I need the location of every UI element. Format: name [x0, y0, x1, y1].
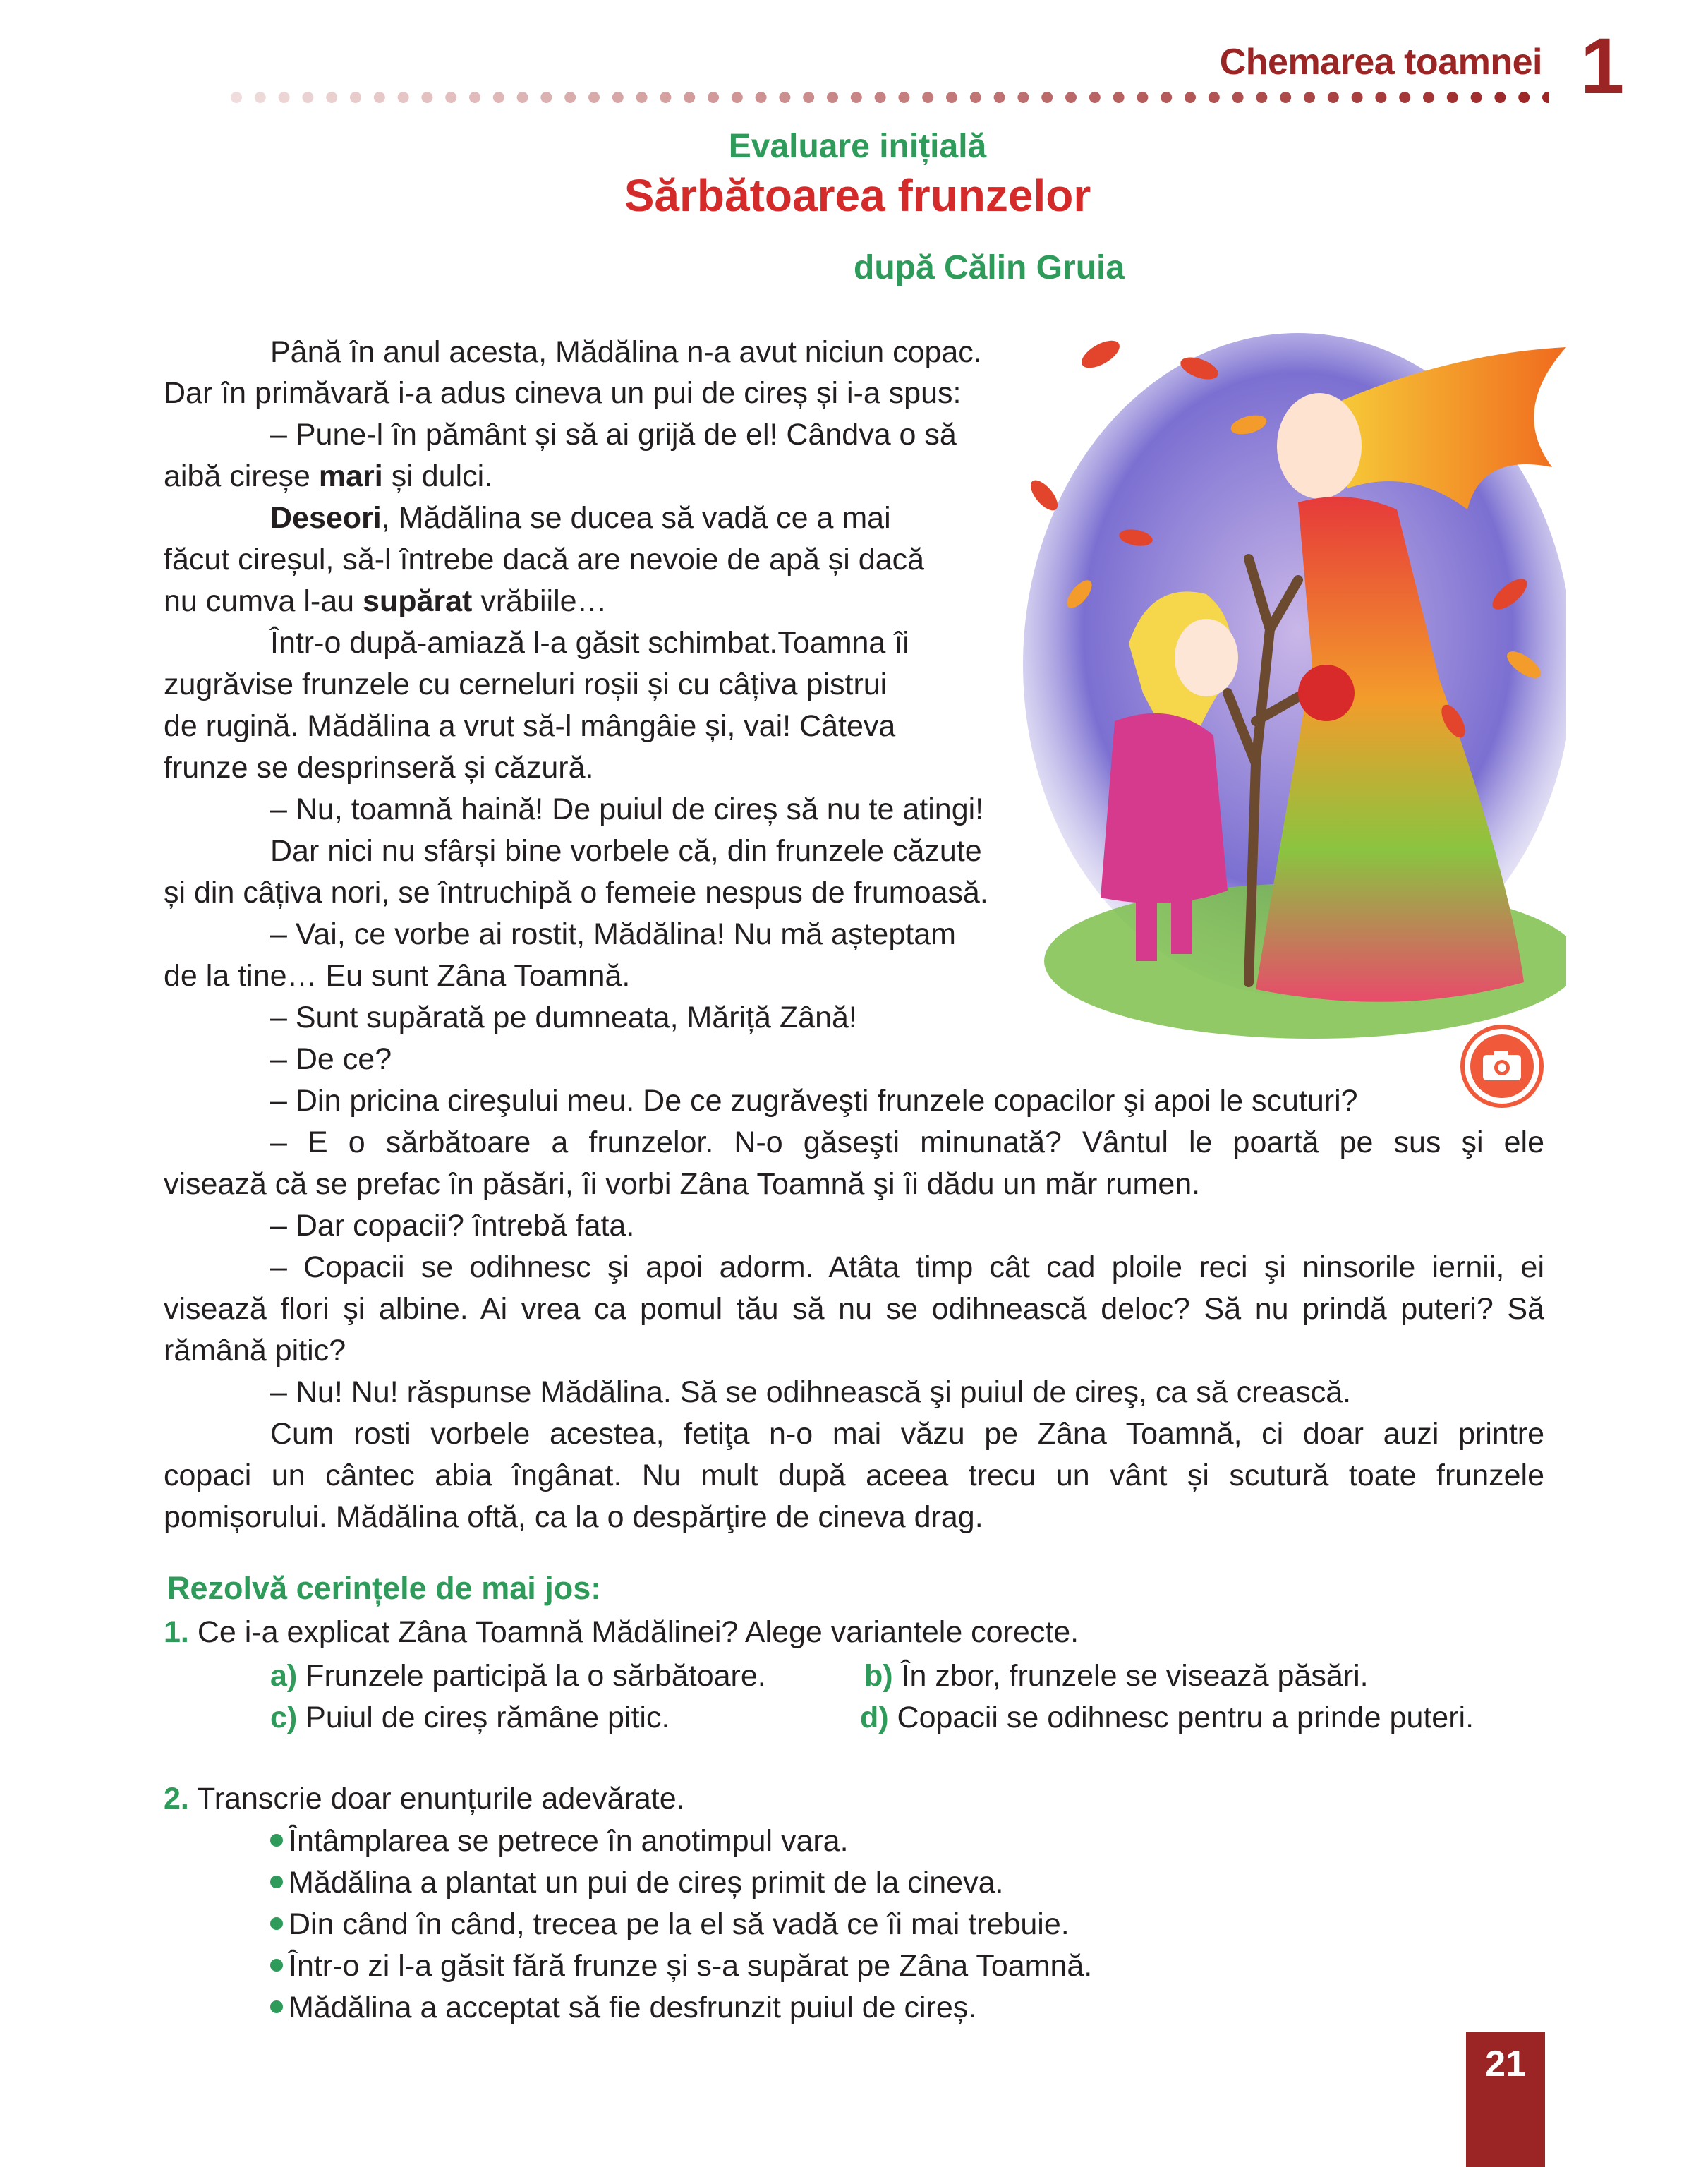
divider-dot [898, 92, 909, 103]
autumn-fairy-illustration [1016, 326, 1566, 1039]
divider-dot [231, 92, 242, 103]
page-number: 21 [1485, 2044, 1526, 2084]
story-line: – Din pricina cireşului meu. De ce zugrăveşti frunzele copacilor şi apoi le scuturi? [270, 1084, 1358, 1118]
story-line: Într-o după-amiază l-a găsit schimbat.Toamna îi [270, 626, 909, 660]
story-line: de rugină. Mădălina a vrut să-l mângâie și, vai! Câteva [164, 709, 896, 743]
bullet-icon [270, 1834, 283, 1847]
divider-dot [636, 92, 648, 103]
divider-dot [564, 92, 576, 103]
story-line: Cum rosti vorbele acestea, fetiţa n-o mai văzu pe Zâna Toamnă, ci doar auzi printre [270, 1417, 1544, 1451]
bullet-icon [270, 1917, 283, 1930]
story-line: Până în anul acesta, Mădălina n-a avut niciun copac. [270, 335, 982, 369]
divider-dot [326, 92, 337, 103]
question-1: 1. Ce i-a explicat Zâna Toamnă Mădălinei? Alege variantele corecte. [164, 1615, 1079, 1649]
option-d: d) Copacii se odihnesc pentru a prinde puteri. [860, 1701, 1474, 1734]
story-line: aibă cireșe mari și dulci. [164, 459, 493, 493]
divider-dot [779, 92, 790, 103]
divider-dot [1471, 92, 1482, 103]
divider-dot [1304, 92, 1315, 103]
divider-dot [1423, 92, 1434, 103]
story-line: – E o sărbătoare a frunzelor. N-o găseşti minunată? Vântul le poartă pe sus şi ele [270, 1125, 1544, 1159]
divider-dot [851, 92, 862, 103]
divider-dot [1328, 92, 1339, 103]
divider-dot [1256, 92, 1267, 103]
divider-dot [732, 92, 743, 103]
story-line: făcut cireșul, să-l întrebe dacă are nevoie de apă și dacă [164, 543, 925, 577]
divider-dot [1542, 92, 1549, 103]
statement-item: Într-o zi l-a găsit fără frunze și s-a supărat pe Zâna Toamnă. [270, 1945, 1092, 1986]
statement-item: Mădălina a plantat un pui de cireș primit de la cineva. [270, 1862, 1003, 1903]
story-line: visează flori şi albine. Ai vrea ca pomul tău să nu se odihnească deloc? Să nu prindă puteri? Să [164, 1292, 1544, 1326]
divider-dot [1352, 92, 1363, 103]
page-title: Sărbătoarea frunzelor [624, 170, 1091, 221]
divider-dot [255, 92, 266, 103]
story-line: – Sunt supărată pe dumneata, Măriță Zână! [270, 1001, 857, 1034]
evaluation-label: Evaluare inițială [728, 128, 987, 165]
divider-dot [1494, 92, 1506, 103]
story-line: Dar nici nu sfârși bine vorbele că, din frunzele căzute [270, 834, 982, 868]
divider-dot [970, 92, 981, 103]
story-line: – Copacii se odihnesc şi apoi adorm. Atâta timp cât cad ploile reci şi ninsorile iernii, ei [270, 1250, 1544, 1284]
story-line: frunze se desprinseră și căzură. [164, 751, 594, 785]
divider-dot [350, 92, 361, 103]
camera-icon[interactable] [1459, 1023, 1545, 1109]
divider-dot [1232, 92, 1244, 103]
divider-dot [493, 92, 504, 103]
story-line: – Vai, ce vorbe ai rostit, Mădălina! Nu mă așteptam [270, 917, 956, 951]
divider-dot [1065, 92, 1077, 103]
story-line: – Nu! Nu! răspunse Mădălina. Să se odihnească şi puiul de cireş, ca să crească. [270, 1375, 1352, 1409]
story-line: copaci un cântec abia îngânat. Nu mult după aceea trecu un vânt și scutură toate frunzele [164, 1459, 1544, 1492]
chapter-number: 1 [1580, 22, 1625, 110]
divider-dot [708, 92, 719, 103]
option-a: a) Frunzele participă la o sărbătoare. [270, 1659, 766, 1693]
story-line: – Nu, toamnă hainӑ! De puiul de cireș să nu te atingi! [270, 792, 984, 826]
story-line: rămână pitic? [164, 1334, 346, 1368]
story-line: pomișorului. Mădălina oftă, ca la o despărţire de cineva drag. [164, 1500, 983, 1534]
divider-dot [445, 92, 456, 103]
divider-dot [803, 92, 814, 103]
divider-dot [827, 92, 838, 103]
divider-dot [279, 92, 290, 103]
divider-dot [421, 92, 432, 103]
divider-dot [922, 92, 933, 103]
divider-dot [1518, 92, 1530, 103]
divider-dot [374, 92, 385, 103]
divider-dot [398, 92, 409, 103]
tasks-header: Rezolvă cerințele de mai jos: [167, 1570, 602, 1606]
question-2: 2. Transcrie doar enunțurile adevărate. [164, 1782, 685, 1816]
divider-dot [875, 92, 886, 103]
bullet-icon [270, 1876, 283, 1888]
divider-dot [994, 92, 1005, 103]
story-line: – Pune-l în pământ și să ai grijă de el! Cândva o să [270, 418, 957, 452]
story-line: visează că se prefac în păsări, îi vorbi Zâna Toamnă şi îi dădu un măr rumen. [164, 1167, 1201, 1201]
author-line: după Călin Gruia [854, 249, 1125, 286]
divider-dot [612, 92, 624, 103]
divider-dot [1089, 92, 1101, 103]
divider-dot [1209, 92, 1220, 103]
statement-item: Din când în când, trecea pe la el să vadă ce îi mai trebuie. [270, 1904, 1070, 1945]
divider-dot [302, 92, 313, 103]
divider-dot [588, 92, 600, 103]
story-line: – De ce? [270, 1042, 392, 1076]
divider-dot [1113, 92, 1125, 103]
divider-dot [1447, 92, 1458, 103]
story-line: de la tine… Eu sunt Zâna Toamnă. [164, 959, 631, 993]
divider-dot [1375, 92, 1386, 103]
option-b: b) În zbor, frunzele se visează păsări. [864, 1659, 1369, 1693]
story-line: Deseori, Mădălina se ducea să vadă ce a mai [270, 501, 891, 535]
bold-word: Deseori [270, 501, 382, 535]
divider-dot [1280, 92, 1291, 103]
divider-dot [540, 92, 552, 103]
chapter-title: Chemarea toamnei [1219, 42, 1542, 83]
statement-item: Mădălina a acceptat să fie desfrunzit puiul de cireș. [270, 1987, 976, 2028]
divider-dot [946, 92, 957, 103]
divider-dot [469, 92, 480, 103]
divider-dot [517, 92, 528, 103]
option-c: c) Puiul de cireș rămâne pitic. [270, 1701, 670, 1734]
divider-dot [1041, 92, 1053, 103]
divider-dot [684, 92, 695, 103]
bold-word: supărat [363, 584, 473, 618]
bullet-icon [270, 1959, 283, 1972]
divider-dot [1185, 92, 1196, 103]
story-line: zugrăvise frunzele cu cerneluri roșii și cu câțiva pistrui [164, 668, 888, 701]
divider-dot [1017, 92, 1029, 103]
divider-dot [1399, 92, 1410, 103]
divider-dot [660, 92, 671, 103]
story-line: și din câțiva nori, se întruchipă o femeie nespus de frumoasă. [164, 876, 988, 910]
statement-item: Întâmplarea se petrece în anotimpul vara. [270, 1821, 849, 1861]
divider-dot [756, 92, 767, 103]
story-line: – Dar copacii? întrebă fata. [270, 1209, 635, 1243]
bullet-icon [270, 2000, 283, 2013]
divider-dot [1137, 92, 1148, 103]
story-line: Dar în primăvară i-a adus cineva un pui de cireș și i-a spus: [164, 376, 962, 410]
divider-dot [1161, 92, 1172, 103]
dotted-divider [229, 90, 1549, 104]
story-line: nu cumva l-au supărat vrăbiile… [164, 584, 607, 618]
bold-word: mari [318, 459, 383, 493]
